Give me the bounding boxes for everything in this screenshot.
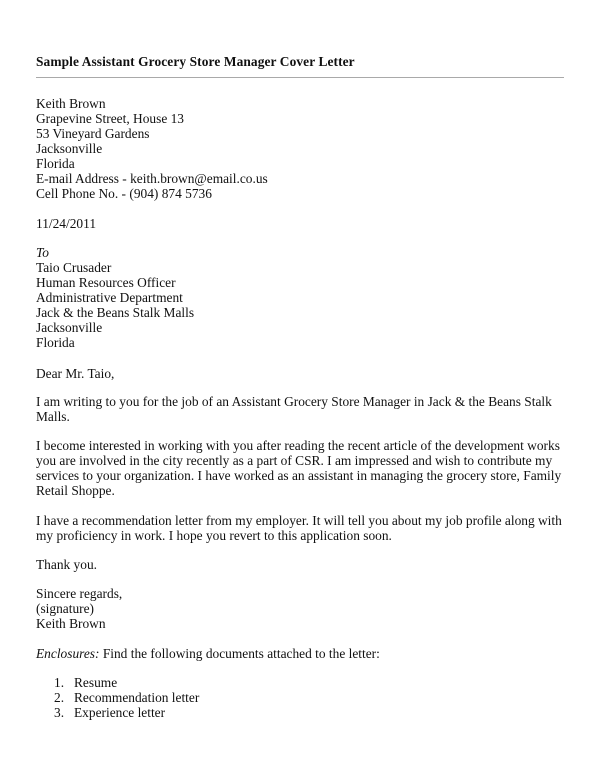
recipient-name: Taio Crusader [36, 260, 112, 275]
sender-name: Keith Brown [36, 96, 106, 111]
sender-state: Florida [36, 156, 75, 171]
paragraph-line: my proficiency in work. I hope you revert to this application soon. [36, 528, 392, 543]
paragraph-line: I become interested in working with you after reading the recent article of the development works [36, 438, 560, 453]
paragraph-1 [36, 394, 564, 424]
list-item-label: Recommendation letter [74, 690, 200, 705]
enclosures-label: Enclosures: [36, 646, 100, 661]
list-item [36, 705, 199, 720]
title-divider [36, 77, 564, 78]
list-item-label: Experience letter [74, 705, 166, 720]
paragraph-line: I have a recommendation letter from my employer. It will tell you about my job profile along with [36, 513, 562, 528]
to-label: To [36, 245, 49, 260]
paragraph-line: you are involved in the city recently as a part of CSR. I am impressed and wish to contribute my [36, 453, 553, 468]
recipient-department: Administrative Department [36, 290, 183, 305]
document-title: Sample Assistant Grocery Store Manager Cover Letter [36, 54, 355, 69]
sender-street: Grapevine Street, House 13 [36, 111, 184, 126]
sender-address [36, 96, 268, 201]
paragraph-3 [36, 513, 564, 543]
recipient-city: Jacksonville [36, 320, 103, 335]
salutation: Dear Mr. Taio, [36, 366, 115, 381]
closing-regards: Sincere regards, [36, 586, 123, 601]
enclosures-list [36, 675, 199, 720]
closing-block [36, 586, 122, 631]
list-item [36, 690, 199, 705]
paragraph-line: I am writing to you for the job of an Assistant Grocery Store Manager in Jack & the Beans Stalk [36, 394, 552, 409]
sender-city: Jacksonville [36, 141, 103, 156]
recipient-company: Jack & the Beans Stalk Malls [36, 305, 195, 320]
closing-signature: (signature) [36, 601, 95, 616]
letter-date: 11/24/2011 [36, 216, 97, 231]
list-item-number: 2. [54, 690, 65, 705]
sender-phone: Cell Phone No. - (904) 874 5736 [36, 186, 212, 201]
recipient-state: Florida [36, 335, 75, 350]
recipient-address [36, 245, 194, 350]
closing-name: Keith Brown [36, 616, 106, 631]
thanks-line: Thank you. [36, 557, 97, 572]
enclosures-line [36, 646, 380, 661]
list-item [36, 675, 199, 690]
sender-email: E-mail Address - keith.brown@email.co.us [36, 171, 268, 186]
recipient-title: Human Resources Officer [36, 275, 176, 290]
paragraph-line: services to your organization. I have worked as an assistant in managing the grocery store, Family [36, 468, 562, 483]
list-item-number: 3. [54, 705, 65, 720]
paragraph-line: Malls. [36, 409, 70, 424]
paragraph-2 [36, 438, 564, 498]
list-item-number: 1. [54, 675, 65, 690]
list-item-label: Resume [74, 675, 118, 690]
enclosures-text: Find the following documents attached to the letter: [99, 646, 380, 661]
paragraph-line: Retail Shoppe. [36, 483, 115, 498]
sender-area: 53 Vineyard Gardens [36, 126, 150, 141]
